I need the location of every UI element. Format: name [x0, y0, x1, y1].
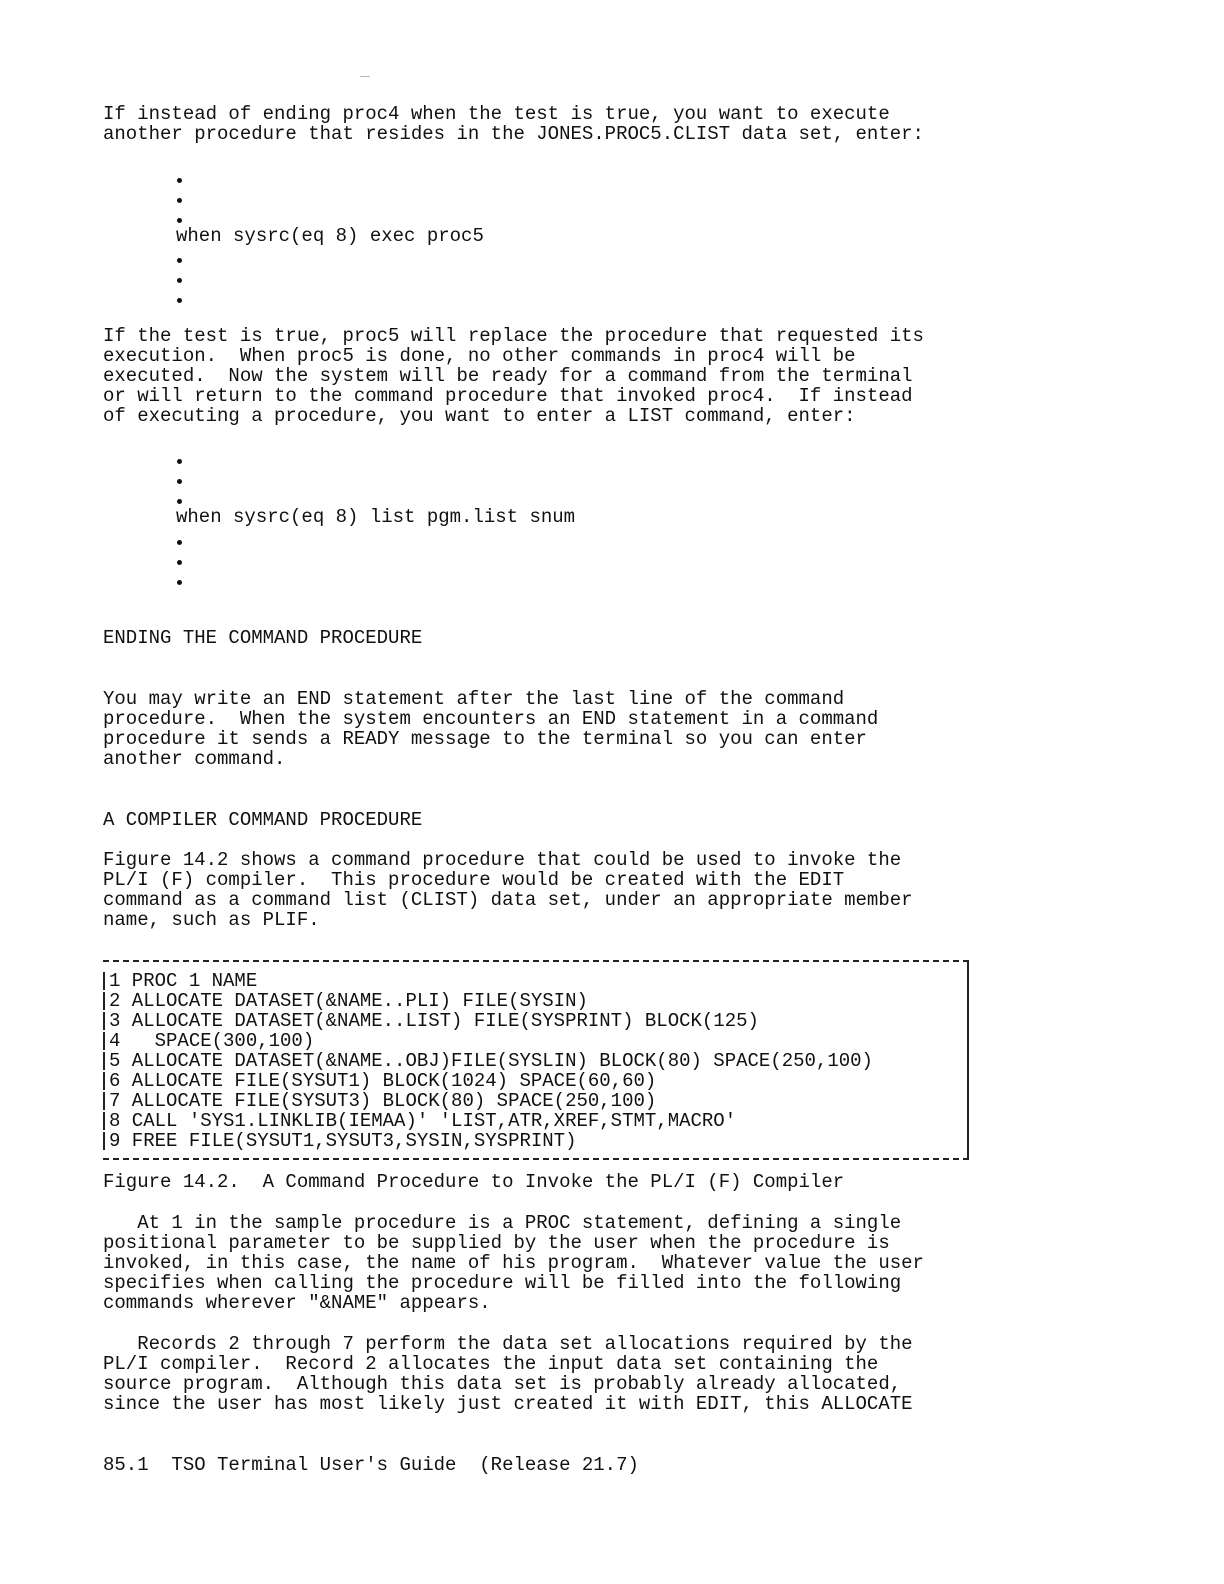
- figure-record: 2 ALLOCATE DATASET(&NAME..PLI) FILE(SYSIN): [109, 990, 588, 1012]
- paragraph-5-line-5: commands wherever "&NAME" appears.: [103, 1292, 491, 1314]
- paragraph-4-line-3: command as a command list (CLIST) data set, under an appropriate member: [103, 889, 913, 911]
- section-heading: ENDING THE COMMAND PROCEDURE: [103, 627, 423, 649]
- page-footer: 85.1 TSO Terminal User's Guide (Release 21.7): [103, 1454, 639, 1476]
- ellipsis-dot: [177, 218, 182, 223]
- figure-border-mark: [103, 1112, 105, 1130]
- paragraph-2-line-5: of executing a procedure, you want to enter a LIST command, enter:: [103, 405, 856, 427]
- figure-record: 9 FREE FILE(SYSUT1,SYSUT3,SYSIN,SYSPRINT): [109, 1130, 577, 1152]
- figure-record: 7 ALLOCATE FILE(SYSUT3) BLOCK(80) SPACE(250,100): [109, 1090, 657, 1112]
- section-heading: A COMPILER COMMAND PROCEDURE: [103, 809, 423, 831]
- paragraph-5-line-2: positional parameter to be supplied by the user when the procedure is: [103, 1232, 890, 1254]
- paragraph-5-line-4: specifies when calling the procedure will be filled into the following: [103, 1272, 902, 1294]
- paragraph-3-line-3: procedure it sends a READY message to the terminal so you can enter: [103, 728, 867, 750]
- paragraph-6-line-1: Records 2 through 7 perform the data set allocations required by the: [103, 1333, 913, 1355]
- figure-border-mark: [103, 972, 105, 990]
- figure-border-mark: [103, 1072, 105, 1090]
- figure-record: 8 CALL 'SYS1.LINKLIB(IEMAA)' 'LIST,ATR,XREF,STMT,MACRO': [109, 1110, 737, 1132]
- paragraph-1-line-2: another procedure that resides in the JONES.PROC5.CLIST data set, enter:: [103, 123, 924, 145]
- paragraph-4-line-1: Figure 14.2 shows a command procedure that could be used to invoke the: [103, 849, 902, 871]
- ellipsis-dot: [177, 580, 182, 585]
- ellipsis-dot: [177, 278, 182, 283]
- paragraph-2-line-4: or will return to the command procedure that invoked proc4. If instead: [103, 385, 913, 407]
- paragraph-1-line-1: If instead of ending proc4 when the test is true, you want to execute: [103, 103, 890, 125]
- figure-border-mark: [103, 1012, 105, 1030]
- paragraph-2-line-1: If the test is true, proc5 will replace the procedure that requested its: [103, 325, 924, 347]
- figure-record: 4 SPACE(300,100): [109, 1030, 315, 1052]
- paragraph-6-line-2: PL/I compiler. Record 2 allocates the input data set containing the: [103, 1353, 879, 1375]
- figure-caption: Figure 14.2. A Command Procedure to Invoke the PL/I (F) Compiler: [103, 1171, 845, 1193]
- paragraph-6-line-3: source program. Although this data set is probably already allocated,: [103, 1373, 902, 1395]
- ellipsis-dot: [177, 560, 182, 565]
- ellipsis-dot: [177, 479, 182, 484]
- figure-record: 3 ALLOCATE DATASET(&NAME..LIST) FILE(SYSPRINT) BLOCK(125): [109, 1010, 759, 1032]
- paragraph-3-line-1: You may write an END statement after the last line of the command: [103, 688, 845, 710]
- figure-record: 1 PROC 1 NAME: [109, 970, 258, 992]
- ellipsis-dot: [177, 178, 182, 183]
- figure-record: 6 ALLOCATE FILE(SYSUT1) BLOCK(1024) SPACE(60,60): [109, 1070, 657, 1092]
- ellipsis-dot: [177, 198, 182, 203]
- ellipsis-dot: [177, 258, 182, 263]
- paragraph-5-line-1: At 1 in the sample procedure is a PROC statement, defining a single: [103, 1212, 902, 1234]
- example-2-statement: when sysrc(eq 8) list pgm.list snum: [176, 506, 576, 528]
- paragraph-4-line-2: PL/I (F) compiler. This procedure would be created with the EDIT: [103, 869, 845, 891]
- figure-border-mark: [103, 1032, 105, 1050]
- ellipsis-dot: [177, 540, 182, 545]
- paragraph-2-line-3: executed. Now the system will be ready for a command from the terminal: [103, 365, 913, 387]
- figure-border-mark: [103, 992, 105, 1010]
- scan-mark: [360, 76, 370, 77]
- paragraph-3-line-2: procedure. When the system encounters an END statement in a command: [103, 708, 879, 730]
- paragraph-3-line-4: another command.: [103, 748, 286, 770]
- figure-border-mark: [103, 1132, 105, 1150]
- ellipsis-dot: [177, 459, 182, 464]
- example-1-statement: when sysrc(eq 8) exec proc5: [176, 225, 484, 247]
- ellipsis-dot: [177, 499, 182, 504]
- figure-record: 5 ALLOCATE DATASET(&NAME..OBJ)FILE(SYSLIN) BLOCK(80) SPACE(250,100): [109, 1050, 873, 1072]
- figure-border-mark: [103, 1052, 105, 1070]
- figure-border-mark: [103, 1092, 105, 1110]
- paragraph-5-line-3: invoked, in this case, the name of his program. Whatever value the user: [103, 1252, 924, 1274]
- paragraph-6-line-4: since the user has most likely just created it with EDIT, this ALLOCATE: [103, 1393, 913, 1415]
- paragraph-2-line-2: execution. When proc5 is done, no other commands in proc4 will be: [103, 345, 856, 367]
- paragraph-4-line-4: name, such as PLIF.: [103, 909, 320, 931]
- ellipsis-dot: [177, 298, 182, 303]
